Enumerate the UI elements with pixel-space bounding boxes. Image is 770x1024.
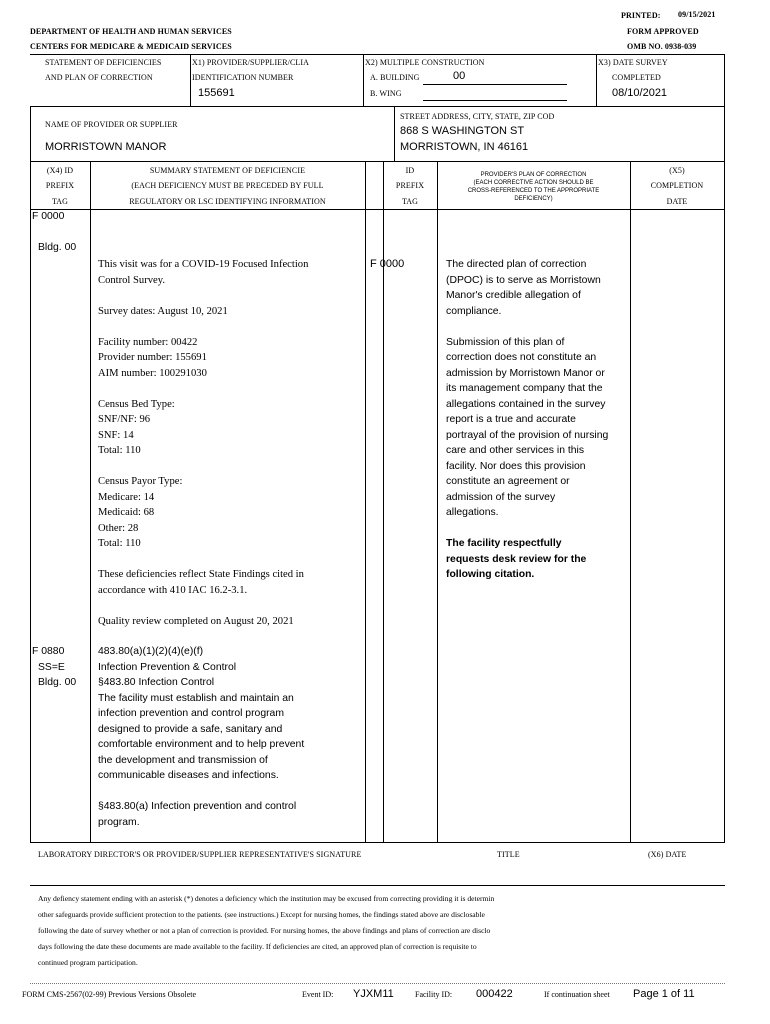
building-value: 00	[453, 70, 466, 82]
f0880-regulation-text	[98, 644, 304, 830]
payor-total: Total: 110	[98, 538, 141, 549]
reg-line-1: 483.80(a)(1)(2)(4)(e)(f)	[98, 646, 204, 657]
reg-line-9: communicable diseases and infections.	[98, 770, 279, 781]
tag-f0000: F 0000	[32, 211, 65, 222]
provider-name: MORRISTOWN MANOR	[45, 141, 167, 153]
medicaid-count: Medicaid: 68	[98, 507, 155, 518]
quality-review: Quality review completed on August 20, 2021	[98, 615, 294, 627]
title-label: TITLE	[497, 850, 520, 859]
poc-header-3: CROSS-REFERENCED TO THE APPROPRIATE	[467, 188, 600, 194]
printed-label: PRINTED:	[621, 11, 661, 20]
signature-label: LABORATORY DIRECTOR'S OR PROVIDER/SUPPLIER REPRESENTATIVE'S SIGNATURE	[38, 850, 362, 859]
submission-line-6: report is a true and accurate	[446, 414, 576, 425]
summary-header-2: (EACH DEFICIENCY MUST BE PRECEDED BY FULL	[131, 181, 324, 190]
address-line-1: 868 S WASHINGTON ST	[400, 125, 525, 137]
plan-of-correction	[446, 257, 608, 583]
reg-line-7: comfortable environment and to help prevent	[98, 739, 305, 750]
dpoc-line-1: The directed plan of correction	[446, 259, 587, 270]
id-header-2: PREFIX	[395, 181, 425, 190]
summary-header-1: SUMMARY STATEMENT OF DEFICIENCIE	[149, 166, 306, 175]
reflect-line-2: accordance with 410 IAC 16.2-3.1.	[98, 584, 248, 596]
x5-header-2: COMPLETION	[650, 181, 704, 190]
printed-date: 09/15/2021	[678, 10, 716, 19]
centers-name: CENTERS FOR MEDICARE & MEDICAID SERVICES	[30, 42, 232, 51]
poc-tag-f0000: F 0000	[370, 258, 405, 270]
form-number: FORM CMS-2567(02-99) Previous Versions Obsolete	[22, 990, 197, 999]
submission-line-10: constitute an agreement or	[446, 476, 570, 487]
provider-number-line: Provider number: 155691	[98, 352, 207, 363]
poc-header-2: (EACH CORRECTIVE ACTION SHOULD BE	[473, 180, 594, 186]
disclaimer	[38, 891, 494, 971]
reg-line-10: §483.80(a) Infection prevention and control	[98, 801, 297, 812]
reflect-line-1: These deficiencies reflect State Findings cited in	[98, 569, 304, 580]
address-label: STREET ADDRESS, CITY, STATE, ZIP COD	[400, 112, 555, 121]
aim-number: AIM number: 100291030	[98, 367, 207, 379]
summary-statement	[98, 257, 308, 629]
reg-line-3: §483.80 Infection Control	[98, 677, 215, 688]
bldg-tag-1: Bldg. 00	[38, 242, 77, 253]
survey-dates: Survey dates: August 10, 2021	[98, 305, 228, 317]
tag-f0880-scope: SS=E	[38, 661, 65, 673]
dpoc-line-4: compliance.	[446, 305, 502, 317]
provider-name-label: NAME OF PROVIDER OR SUPPLIER	[45, 120, 178, 129]
facility-id: 000422	[476, 988, 513, 1000]
poc-header-1: PROVIDER'S PLAN OF CORRECTION	[480, 172, 587, 178]
statement-label: STATEMENT OF DEFICIENCIES	[45, 58, 162, 67]
x5-header-1: (X5)	[669, 166, 685, 175]
address-line-2: MORRISTOWN, IN 46161	[400, 141, 529, 153]
facility-number: Facility number: 00422	[98, 336, 198, 348]
submission-line-2: correction does not constitute an	[446, 352, 597, 363]
tag-f0880	[32, 644, 76, 691]
summary-header-3: REGULATORY OR LSC IDENTIFYING INFORMATION	[129, 197, 326, 206]
page-number: Page 1 of 11	[633, 988, 695, 1000]
snf-count: SNF: 14	[98, 429, 134, 441]
reg-line-2: Infection Prevention & Control	[98, 661, 237, 673]
x1-label: X1) PROVIDER/SUPPLIER/CLIA	[192, 58, 310, 67]
submission-line-11: admission of the survey	[446, 491, 556, 503]
survey-date: 08/10/2021	[612, 87, 668, 99]
building-label: A. BUILDING	[370, 73, 420, 82]
disclaimer-line-5: continued program participation.	[38, 958, 138, 967]
disclaimer-line-4: days following the date these documents are made available to the facility. If deficiencies are cited, an approved plan of correction is requisite to	[38, 942, 477, 951]
census-payor-type: Census Payor Type:	[98, 476, 183, 487]
provider-number: 155691	[198, 87, 235, 99]
tag-f0880-code: F 0880	[32, 646, 65, 657]
bed-total: Total: 110	[98, 445, 141, 456]
x4-header-3: TAG	[51, 197, 69, 206]
reg-line-11: program.	[98, 816, 140, 828]
form-approved: FORM APPROVED	[627, 27, 699, 36]
submission-line-12: allegations.	[446, 507, 499, 518]
event-id: YJXM11	[353, 988, 394, 1000]
dpoc-line-2: (DPOC) is to serve as Morristown	[446, 274, 601, 286]
omb-number: OMB NO. 0938-039	[627, 42, 697, 51]
desk-review-line-3: following citation.	[446, 569, 535, 580]
submission-line-7: portrayal of the provision of nursing	[446, 429, 609, 441]
visit-line-1: This visit was for a COVID-19 Focused Infection	[98, 259, 309, 270]
census-bed-type: Census Bed Type:	[98, 398, 175, 410]
snfnf-count: SNF/NF: 96	[98, 414, 151, 425]
signature-date-label: (X6) DATE	[648, 850, 687, 859]
visit-line-2: Control Survey.	[98, 274, 165, 286]
id-header-1: ID	[405, 166, 415, 175]
reg-line-6: designed to provide a safe, sanitary and	[98, 723, 283, 735]
desk-review-line-2: requests desk review for the	[446, 553, 587, 565]
x4-header-2: PREFIX	[45, 181, 75, 190]
reg-line-8: the development and transmission of	[98, 754, 268, 766]
submission-line-3: admission by Morristown Manor or	[446, 367, 605, 379]
x4-header-1: (X4) ID	[46, 166, 74, 175]
x3-label: X3) DATE SURVEY	[598, 58, 668, 67]
disclaimer-line-2: other safeguards provide sufficient protection to the patients. (see instructions.) Except for nursing homes, the findings stated above are disclosable	[38, 910, 485, 919]
x3-label-2: COMPLETED	[612, 73, 661, 82]
submission-line-9: facility. Nor does this provision	[446, 460, 586, 472]
submission-line-4: its management company that the	[446, 383, 603, 394]
wing-label: B. WING	[370, 89, 402, 98]
desk-review-line-1: The facility respectfully	[446, 538, 562, 549]
department-name: DEPARTMENT OF HEALTH AND HUMAN SERVICES	[30, 27, 232, 36]
submission-line-1: Submission of this plan of	[446, 336, 565, 348]
event-id-label: Event ID:	[302, 990, 334, 999]
continuation-label: If continuation sheet	[544, 990, 610, 999]
disclaimer-line-1: Any defiency statement ending with an asterisk (*) denotes a deficiency which the institution may be excused from correcting providing it is determin	[38, 894, 495, 903]
reg-line-5: infection prevention and control program	[98, 708, 284, 719]
dpoc-line-3: Manor's credible allegation of	[446, 290, 581, 301]
submission-line-8: care and other services in this	[446, 445, 585, 456]
plan-label: AND PLAN OF CORRECTION	[45, 73, 153, 82]
x2-label: X2) MULTIPLE CONSTRUCTION	[365, 58, 485, 67]
submission-line-5: allegations contained in the survey	[446, 398, 606, 410]
tag-f0880-bldg: Bldg. 00	[38, 677, 77, 688]
id-header-3: TAG	[401, 197, 419, 206]
other-count: Other: 28	[98, 522, 139, 534]
x1-label-2: IDENTIFICATION NUMBER	[192, 73, 294, 82]
reg-line-4: The facility must establish and maintain an	[98, 692, 294, 704]
poc-header-4: DEFICIENCY)	[514, 196, 553, 202]
medicare-count: Medicare: 14	[98, 491, 155, 503]
disclaimer-line-3: following the date of survey whether or not a plan of correction is provided. For nursing homes, the above findings and plans of correction are disclo	[38, 926, 491, 935]
x5-header-3: DATE	[666, 197, 688, 206]
facility-id-label: Facility ID:	[415, 990, 453, 999]
